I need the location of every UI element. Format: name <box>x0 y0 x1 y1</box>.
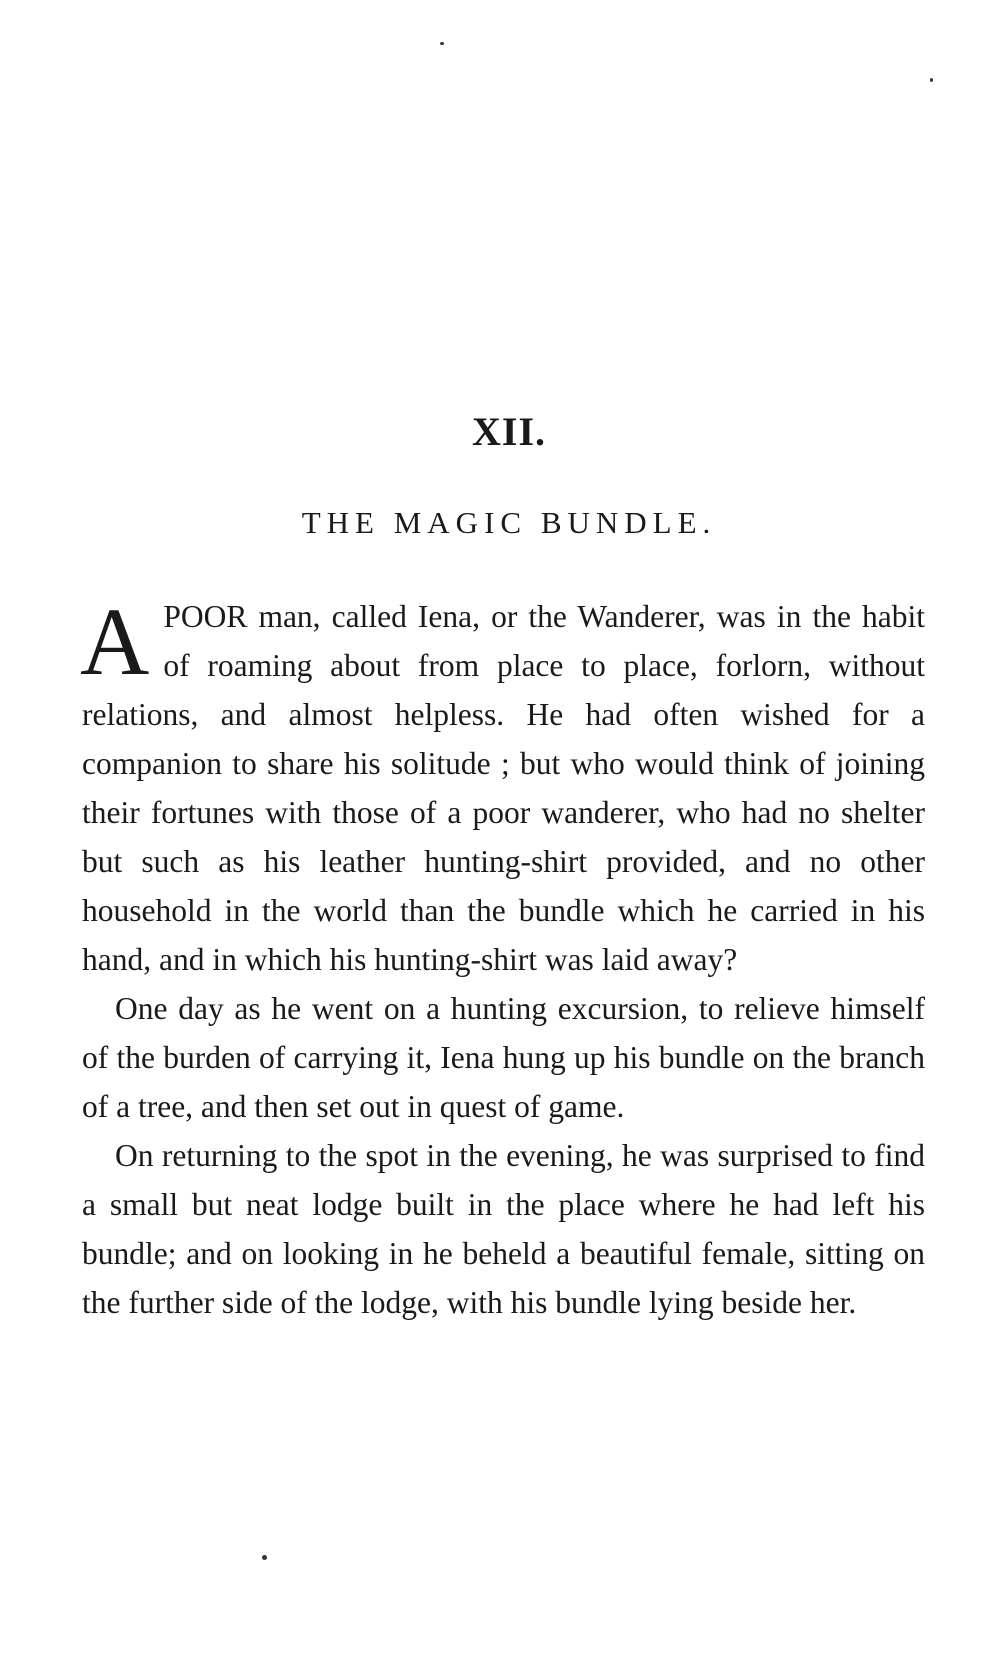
chapter-number: XII. <box>471 409 547 454</box>
print-speck <box>262 1555 267 1560</box>
drop-cap: A <box>80 588 150 695</box>
paragraph-2: One day as he went on a hunting excursion, to relieve himself of the burden of carrying it, Iena hung up his bundle on the branch of a tree, and then set out in quest of game. <box>82 991 925 1124</box>
paragraph-1 <box>80 588 925 984</box>
print-speck <box>930 78 933 82</box>
paragraph-3: On returning to the spot in the evening, he was surprised to find a small but neat lodge built in the place where he had left his bundle; and on looking in he beheld a beautiful female, sitting on the further side of the lodge, with his bundle lying beside her. <box>82 1138 925 1320</box>
chapter-title: THE MAGIC BUNDLE. <box>301 505 717 540</box>
body-text <box>80 588 925 1327</box>
print-speck <box>440 42 444 45</box>
paragraph-1-text: POOR man, called Iena, or the Wanderer, was in the habit of roaming about from place to place, forlorn, without relations, and almost helpless. He had often wished for a companion to share his solitude ; but who would think of joining their fortunes with those of a poor wanderer, who had no shelter but such as his leather hunting-shirt provided, and no other household in the world than the bundle which he carried in his hand, and in which his hunting-shirt was laid away? <box>82 599 925 977</box>
